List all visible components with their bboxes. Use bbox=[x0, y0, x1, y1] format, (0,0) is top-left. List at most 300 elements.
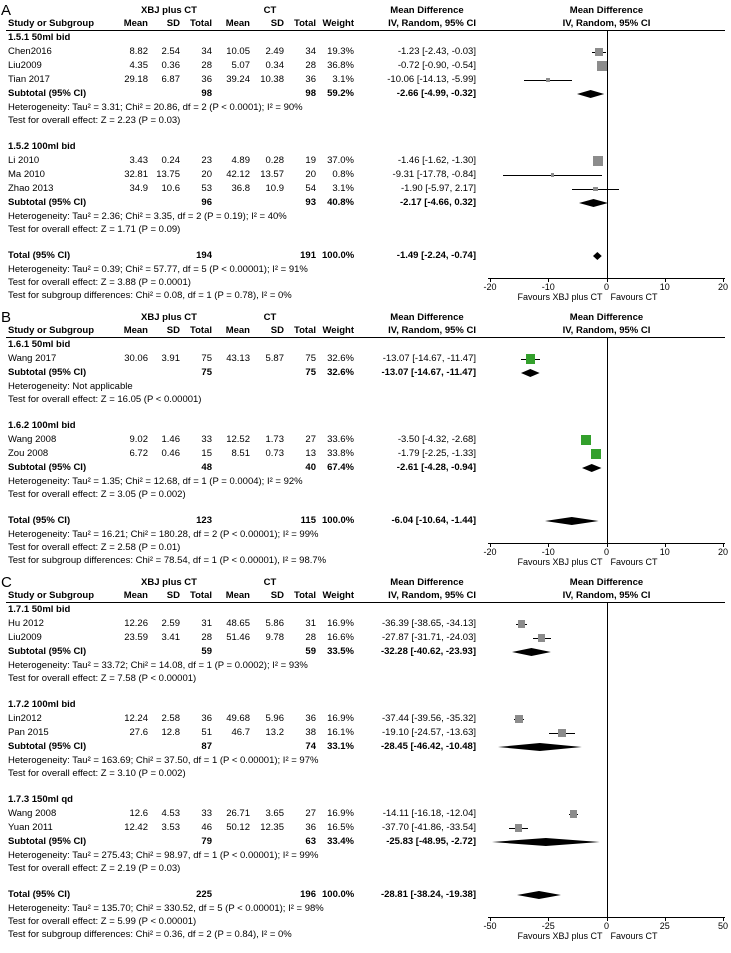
sd-control: 5.87 bbox=[256, 354, 290, 364]
subtotal-label: Subtotal (95% CI) bbox=[8, 463, 186, 473]
total-experimental: 33 bbox=[186, 809, 218, 819]
weight-value: 36.8% bbox=[322, 61, 364, 71]
subtotal-diamond bbox=[577, 90, 604, 98]
total-experimental: 98 bbox=[186, 89, 218, 99]
stats-text: Heterogeneity: Tau² = 1.35; Chi² = 12.68, df = 1 (P = 0.0004); I² = 92% bbox=[8, 477, 490, 487]
ci-text: -10.06 [-14.13, -5.99] bbox=[364, 75, 490, 85]
weight-value: 59.2% bbox=[322, 89, 364, 99]
total-experimental: 33 bbox=[186, 435, 218, 445]
total-experimental: 48 bbox=[186, 463, 218, 473]
stats-text-row bbox=[8, 289, 490, 302]
ci-text: -2.61 [-4.28, -0.94] bbox=[364, 463, 490, 473]
zero-line bbox=[607, 338, 608, 543]
axis-tick-label: -25 bbox=[533, 922, 563, 931]
sd-experimental: 0.24 bbox=[154, 156, 186, 166]
subtotal-row bbox=[8, 196, 490, 210]
total-control: 28 bbox=[290, 61, 322, 71]
column-header: IV, Random, 95% CI bbox=[364, 591, 490, 601]
mean-control: 43.13 bbox=[218, 354, 256, 364]
column-header: Mean bbox=[218, 19, 256, 29]
total-experimental: 96 bbox=[186, 198, 218, 208]
weight-value: 33.4% bbox=[322, 837, 364, 847]
subtotal-label: Subtotal (95% CI) bbox=[8, 198, 186, 208]
total-control: 74 bbox=[290, 742, 322, 752]
total-control: 36 bbox=[290, 714, 322, 724]
mean-control: 5.07 bbox=[218, 61, 256, 71]
favours-right-label: Favours CT bbox=[611, 293, 731, 302]
stats-text-row bbox=[8, 902, 490, 915]
subtotal-label: Subtotal (95% CI) bbox=[8, 368, 186, 378]
mean-experimental: 6.72 bbox=[120, 449, 154, 459]
mean-control: 4.89 bbox=[218, 156, 256, 166]
study-name: Ma 2010 bbox=[8, 170, 120, 180]
effect-square bbox=[597, 61, 607, 71]
stats-text: Heterogeneity: Tau² = 135.70; Chi² = 330.52, df = 5 (P < 0.00001); I² = 98% bbox=[8, 904, 490, 914]
effect-square bbox=[515, 824, 522, 831]
stats-text: Test for overall effect: Z = 7.58 (P < 0.00001) bbox=[8, 674, 490, 684]
favours-left-label: Favours XBJ plus CT bbox=[477, 558, 603, 567]
sd-control: 5.86 bbox=[256, 619, 290, 629]
study-name: Wang 2008 bbox=[8, 435, 120, 445]
sd-control: 3.65 bbox=[256, 809, 290, 819]
study-name: Chen2016 bbox=[8, 47, 120, 57]
mean-difference-header: Mean Difference bbox=[364, 313, 490, 323]
experimental-group-header: XBJ plus CT bbox=[120, 313, 218, 323]
stats-text-row bbox=[8, 114, 490, 127]
ci-text: -32.28 [-40.62, -23.93] bbox=[364, 647, 490, 657]
mean-experimental: 12.26 bbox=[120, 619, 154, 629]
effect-square bbox=[595, 48, 603, 56]
header-underline bbox=[6, 337, 725, 338]
effect-square bbox=[538, 634, 545, 641]
favours-left-label: Favours XBJ plus CT bbox=[477, 932, 603, 941]
spacer-row bbox=[8, 236, 490, 249]
total-label: Total (95% CI) bbox=[8, 251, 186, 261]
weight-value: 33.6% bbox=[322, 435, 364, 445]
experimental-group-header: XBJ plus CT bbox=[120, 578, 218, 588]
forest-panel-A bbox=[0, 3, 731, 310]
weight-value: 37.0% bbox=[322, 156, 364, 166]
column-header-row bbox=[8, 589, 490, 603]
column-header: Weight bbox=[322, 591, 364, 601]
study-name: Tian 2017 bbox=[8, 75, 120, 85]
total-row bbox=[8, 249, 490, 263]
forest-plot bbox=[488, 575, 731, 949]
subgroup-header-row bbox=[8, 31, 490, 45]
forest-table bbox=[8, 577, 490, 941]
subgroup-label: 1.7.1 50ml bid bbox=[8, 605, 490, 615]
spacer-row bbox=[8, 685, 490, 698]
study-row bbox=[8, 447, 490, 461]
column-header: Total bbox=[290, 19, 322, 29]
header-underline bbox=[6, 30, 725, 31]
subgroup-label: 1.5.2 100ml bid bbox=[8, 142, 490, 152]
weight-value: 100.0% bbox=[322, 890, 364, 900]
stats-text-row bbox=[8, 754, 490, 767]
column-header: Study or Subgroup bbox=[8, 591, 120, 601]
panel-label: B bbox=[1, 310, 11, 325]
study-row bbox=[8, 433, 490, 447]
zero-line bbox=[607, 603, 608, 917]
control-group-header: CT bbox=[218, 313, 322, 323]
ci-text: -37.70 [-41.86, -33.54] bbox=[364, 823, 490, 833]
column-header: Study or Subgroup bbox=[8, 326, 120, 336]
effect-square bbox=[591, 449, 601, 459]
experimental-group-header: XBJ plus CT bbox=[120, 6, 218, 16]
total-control: 19 bbox=[290, 156, 322, 166]
axis-tick-label: -20 bbox=[475, 548, 505, 557]
column-header: SD bbox=[256, 326, 290, 336]
ci-text: -13.07 [-14.67, -11.47] bbox=[364, 354, 490, 364]
stats-text: Heterogeneity: Tau² = 3.31; Chi² = 20.86, df = 2 (P < 0.0001); I² = 90% bbox=[8, 103, 490, 113]
total-control: 93 bbox=[290, 198, 322, 208]
subtotal-row bbox=[8, 740, 490, 754]
column-header: Mean bbox=[120, 591, 154, 601]
sd-control: 10.38 bbox=[256, 75, 290, 85]
effect-square bbox=[546, 78, 551, 83]
stats-text-row bbox=[8, 767, 490, 780]
study-row bbox=[8, 631, 490, 645]
mean-control: 39.24 bbox=[218, 75, 256, 85]
favours-right-label: Favours CT bbox=[611, 932, 731, 941]
total-control: 20 bbox=[290, 170, 322, 180]
header-groups-row bbox=[8, 577, 490, 589]
plot-mean-difference-header: Mean Difference bbox=[537, 578, 677, 588]
study-row bbox=[8, 45, 490, 59]
stats-text-row bbox=[8, 862, 490, 875]
mean-experimental: 3.43 bbox=[120, 156, 154, 166]
subgroup-header-row bbox=[8, 419, 490, 433]
sd-experimental: 3.53 bbox=[154, 823, 186, 833]
total-control: 75 bbox=[290, 354, 322, 364]
sd-experimental: 0.36 bbox=[154, 61, 186, 71]
mean-experimental: 27.6 bbox=[120, 728, 154, 738]
sd-control: 12.35 bbox=[256, 823, 290, 833]
axis-tick-label: 25 bbox=[650, 922, 680, 931]
total-experimental: 53 bbox=[186, 184, 218, 194]
stats-text: Test for overall effect: Z = 2.23 (P = 0.03) bbox=[8, 116, 490, 126]
subgroup-header-row bbox=[8, 603, 490, 617]
total-experimental: 75 bbox=[186, 368, 218, 378]
total-experimental: 36 bbox=[186, 714, 218, 724]
effect-square bbox=[570, 810, 578, 818]
mean-experimental: 9.02 bbox=[120, 435, 154, 445]
ci-text: -13.07 [-14.67, -11.47] bbox=[364, 368, 490, 378]
sd-control: 2.49 bbox=[256, 47, 290, 57]
effect-square bbox=[593, 187, 598, 192]
column-header: Total bbox=[290, 326, 322, 336]
total-control: 34 bbox=[290, 47, 322, 57]
subgroup-label: 1.7.3 150ml qd bbox=[8, 795, 490, 805]
column-header: Total bbox=[186, 19, 218, 29]
stats-text: Heterogeneity: Tau² = 16.21; Chi² = 180.28, df = 2 (P < 0.00001); I² = 99% bbox=[8, 530, 490, 540]
stats-text-row bbox=[8, 915, 490, 928]
effect-square bbox=[515, 715, 523, 723]
axis-tick-label: 10 bbox=[650, 283, 680, 292]
header-groups-row bbox=[8, 312, 490, 324]
sd-control: 1.73 bbox=[256, 435, 290, 445]
ci-text: -14.11 [-16.18, -12.04] bbox=[364, 809, 490, 819]
stats-text-row bbox=[8, 475, 490, 488]
mean-difference-header: Mean Difference bbox=[364, 6, 490, 16]
weight-value: 19.3% bbox=[322, 47, 364, 57]
weight-value: 16.9% bbox=[322, 809, 364, 819]
mean-experimental: 12.24 bbox=[120, 714, 154, 724]
weight-value: 0.8% bbox=[322, 170, 364, 180]
forest-table bbox=[8, 5, 490, 302]
ci-text: -36.39 [-38.65, -34.13] bbox=[364, 619, 490, 629]
weight-value: 100.0% bbox=[322, 516, 364, 526]
mean-control: 8.51 bbox=[218, 449, 256, 459]
total-label: Total (95% CI) bbox=[8, 516, 186, 526]
column-header: Mean bbox=[218, 326, 256, 336]
control-group-header: CT bbox=[218, 578, 322, 588]
total-experimental: 15 bbox=[186, 449, 218, 459]
subtotal-diamond bbox=[498, 743, 582, 751]
mean-experimental: 29.18 bbox=[120, 75, 154, 85]
study-row bbox=[8, 168, 490, 182]
forest-panel-C bbox=[0, 575, 731, 949]
column-header: Mean bbox=[218, 591, 256, 601]
axis-tick-label: -10 bbox=[533, 283, 563, 292]
study-name: Wang 2017 bbox=[8, 354, 120, 364]
ci-text: -27.87 [-31.71, -24.03] bbox=[364, 633, 490, 643]
stats-text-row bbox=[8, 849, 490, 862]
stats-text: Test for overall effect: Z = 3.05 (P = 0.002) bbox=[8, 490, 490, 500]
subtotal-label: Subtotal (95% CI) bbox=[8, 742, 186, 752]
study-row bbox=[8, 182, 490, 196]
forest-plot bbox=[488, 3, 731, 310]
total-experimental: 123 bbox=[186, 516, 218, 526]
sd-control: 0.28 bbox=[256, 156, 290, 166]
sd-experimental: 3.41 bbox=[154, 633, 186, 643]
mean-control: 36.8 bbox=[218, 184, 256, 194]
total-experimental: 34 bbox=[186, 47, 218, 57]
stats-text: Heterogeneity: Not applicable bbox=[8, 382, 490, 392]
sd-control: 0.34 bbox=[256, 61, 290, 71]
column-header: IV, Random, 95% CI bbox=[364, 326, 490, 336]
plot-mean-difference-header: Mean Difference bbox=[537, 6, 677, 16]
mean-experimental: 32.81 bbox=[120, 170, 154, 180]
forest-panel-B bbox=[0, 310, 731, 575]
total-control: 36 bbox=[290, 823, 322, 833]
stats-text: Test for overall effect: Z = 2.19 (P = 0.03) bbox=[8, 864, 490, 874]
column-header: Total bbox=[186, 591, 218, 601]
column-header: SD bbox=[256, 591, 290, 601]
column-header: Total bbox=[290, 591, 322, 601]
stats-text-row bbox=[8, 210, 490, 223]
sd-experimental: 1.46 bbox=[154, 435, 186, 445]
axis-tick-label: 0 bbox=[592, 922, 622, 931]
axis-tick-label: -20 bbox=[475, 283, 505, 292]
subgroup-label: 1.6.2 100ml bid bbox=[8, 421, 490, 431]
stats-text-row bbox=[8, 393, 490, 406]
study-row bbox=[8, 73, 490, 87]
stats-text: Test for overall effect: Z = 3.10 (P = 0.002) bbox=[8, 769, 490, 779]
forest-plot bbox=[488, 310, 731, 575]
total-control: 98 bbox=[290, 89, 322, 99]
mean-control: 12.52 bbox=[218, 435, 256, 445]
axis-tick-label: 10 bbox=[650, 548, 680, 557]
stats-text: Test for overall effect: Z = 2.58 (P = 0.01) bbox=[8, 543, 490, 553]
subtotal-diamond bbox=[492, 838, 600, 846]
ci-text: -1.23 [-2.43, -0.03] bbox=[364, 47, 490, 57]
ci-text: -2.66 [-4.99, -0.32] bbox=[364, 89, 490, 99]
study-row bbox=[8, 726, 490, 740]
axis-tick-label: 0 bbox=[592, 548, 622, 557]
axis-tick-label: 0 bbox=[592, 283, 622, 292]
mean-difference-header: Mean Difference bbox=[364, 578, 490, 588]
weight-value: 32.6% bbox=[322, 354, 364, 364]
panel-label: C bbox=[1, 575, 12, 590]
total-diamond bbox=[517, 891, 561, 899]
total-experimental: 36 bbox=[186, 75, 218, 85]
subtotal-diamond bbox=[521, 369, 540, 377]
plot-ci-header: IV, Random, 95% CI bbox=[537, 326, 677, 336]
total-experimental: 75 bbox=[186, 354, 218, 364]
study-name: Liu2009 bbox=[8, 633, 120, 643]
subgroup-header-row bbox=[8, 338, 490, 352]
study-name: Hu 2012 bbox=[8, 619, 120, 629]
total-experimental: 23 bbox=[186, 156, 218, 166]
ci-text: -1.46 [-1.62, -1.30] bbox=[364, 156, 490, 166]
total-control: 196 bbox=[290, 890, 322, 900]
spacer-row bbox=[8, 501, 490, 514]
stats-text: Test for overall effect: Z = 1.71 (P = 0.09) bbox=[8, 225, 490, 235]
plot-mean-difference-header: Mean Difference bbox=[537, 313, 677, 323]
stats-text: Heterogeneity: Tau² = 2.36; Chi² = 3.35, df = 2 (P = 0.19); I² = 40% bbox=[8, 212, 490, 222]
study-row bbox=[8, 617, 490, 631]
total-diamond bbox=[593, 252, 602, 260]
subtotal-label: Subtotal (95% CI) bbox=[8, 647, 186, 657]
weight-value: 3.1% bbox=[322, 75, 364, 85]
total-experimental: 31 bbox=[186, 619, 218, 629]
study-name: Liu2009 bbox=[8, 61, 120, 71]
column-header: Mean bbox=[120, 326, 154, 336]
stats-text-row bbox=[8, 672, 490, 685]
stats-text-row bbox=[8, 101, 490, 114]
axis-tick-label: 50 bbox=[708, 922, 731, 931]
study-name: Li 2010 bbox=[8, 156, 120, 166]
mean-control: 49.68 bbox=[218, 714, 256, 724]
total-control: 59 bbox=[290, 647, 322, 657]
weight-value: 33.1% bbox=[322, 742, 364, 752]
weight-value: 100.0% bbox=[322, 251, 364, 261]
subtotal-diamond bbox=[579, 199, 608, 207]
total-experimental: 194 bbox=[186, 251, 218, 261]
stats-text-row bbox=[8, 528, 490, 541]
stats-text: Heterogeneity: Tau² = 0.39; Chi² = 57.77, df = 5 (P < 0.00001); I² = 91% bbox=[8, 265, 490, 275]
total-experimental: 20 bbox=[186, 170, 218, 180]
mean-control: 46.7 bbox=[218, 728, 256, 738]
mean-experimental: 30.06 bbox=[120, 354, 154, 364]
mean-experimental: 34.9 bbox=[120, 184, 154, 194]
effect-square bbox=[518, 620, 526, 628]
ci-text: -28.45 [-46.42, -10.48] bbox=[364, 742, 490, 752]
mean-control: 48.65 bbox=[218, 619, 256, 629]
stats-text-row bbox=[8, 659, 490, 672]
study-row bbox=[8, 59, 490, 73]
subtotal-row bbox=[8, 87, 490, 101]
stats-text-row bbox=[8, 263, 490, 276]
total-experimental: 59 bbox=[186, 647, 218, 657]
subgroup-header-row bbox=[8, 793, 490, 807]
spacer-row bbox=[8, 875, 490, 888]
stats-text: Heterogeneity: Tau² = 275.43; Chi² = 98.97, df = 1 (P < 0.00001); I² = 99% bbox=[8, 851, 490, 861]
forest-table bbox=[8, 312, 490, 567]
study-name: Pan 2015 bbox=[8, 728, 120, 738]
mean-control: 42.12 bbox=[218, 170, 256, 180]
total-experimental: 79 bbox=[186, 837, 218, 847]
stats-text-row bbox=[8, 928, 490, 941]
stats-text: Test for overall effect: Z = 5.99 (P < 0.00001) bbox=[8, 917, 490, 927]
total-control: 28 bbox=[290, 633, 322, 643]
sd-experimental: 4.53 bbox=[154, 809, 186, 819]
study-name: Wang 2008 bbox=[8, 809, 120, 819]
total-control: 63 bbox=[290, 837, 322, 847]
ci-text: -37.44 [-39.56, -35.32] bbox=[364, 714, 490, 724]
sd-experimental: 2.54 bbox=[154, 47, 186, 57]
control-group-header: CT bbox=[218, 6, 322, 16]
study-row bbox=[8, 712, 490, 726]
total-control: 36 bbox=[290, 75, 322, 85]
subgroup-label: 1.5.1 50ml bid bbox=[8, 33, 490, 43]
stats-text-row bbox=[8, 223, 490, 236]
mean-control: 10.05 bbox=[218, 47, 256, 57]
total-control: 13 bbox=[290, 449, 322, 459]
total-experimental: 28 bbox=[186, 633, 218, 643]
effect-square bbox=[581, 435, 591, 445]
ci-text: -3.50 [-4.32, -2.68] bbox=[364, 435, 490, 445]
column-header: Mean bbox=[120, 19, 154, 29]
subgroup-label: 1.7.2 100ml bid bbox=[8, 700, 490, 710]
sd-control: 9.78 bbox=[256, 633, 290, 643]
sd-experimental: 13.75 bbox=[154, 170, 186, 180]
total-experimental: 87 bbox=[186, 742, 218, 752]
sd-control: 10.9 bbox=[256, 184, 290, 194]
mean-experimental: 23.59 bbox=[120, 633, 154, 643]
weight-value: 67.4% bbox=[322, 463, 364, 473]
sd-experimental: 2.58 bbox=[154, 714, 186, 724]
ci-text: -6.04 [-10.64, -1.44] bbox=[364, 516, 490, 526]
total-control: 54 bbox=[290, 184, 322, 194]
weight-value: 33.5% bbox=[322, 647, 364, 657]
axis-tick-label: 20 bbox=[708, 548, 731, 557]
mean-experimental: 8.82 bbox=[120, 47, 154, 57]
header-groups-row bbox=[8, 5, 490, 17]
total-experimental: 46 bbox=[186, 823, 218, 833]
axis-tick-label: -10 bbox=[533, 548, 563, 557]
total-row bbox=[8, 514, 490, 528]
subtotal-row bbox=[8, 366, 490, 380]
ci-text: -19.10 [-24.57, -13.63] bbox=[364, 728, 490, 738]
ci-text: -25.83 [-48.95, -2.72] bbox=[364, 837, 490, 847]
plot-ci-header: IV, Random, 95% CI bbox=[537, 19, 677, 29]
total-experimental: 28 bbox=[186, 61, 218, 71]
weight-value: 16.6% bbox=[322, 633, 364, 643]
effect-square bbox=[526, 354, 536, 364]
ci-text: -2.17 [-4.66, 0.32] bbox=[364, 198, 490, 208]
study-name: Lin2012 bbox=[8, 714, 120, 724]
effect-square bbox=[593, 156, 603, 166]
sd-experimental: 0.46 bbox=[154, 449, 186, 459]
panel-label: A bbox=[1, 3, 11, 18]
total-experimental: 51 bbox=[186, 728, 218, 738]
ci-text: -1.90 [-5.97, 2.17] bbox=[364, 184, 490, 194]
sd-experimental: 2.59 bbox=[154, 619, 186, 629]
stats-text: Test for overall effect: Z = 16.05 (P < 0.00001) bbox=[8, 395, 490, 405]
total-control: 115 bbox=[290, 516, 322, 526]
